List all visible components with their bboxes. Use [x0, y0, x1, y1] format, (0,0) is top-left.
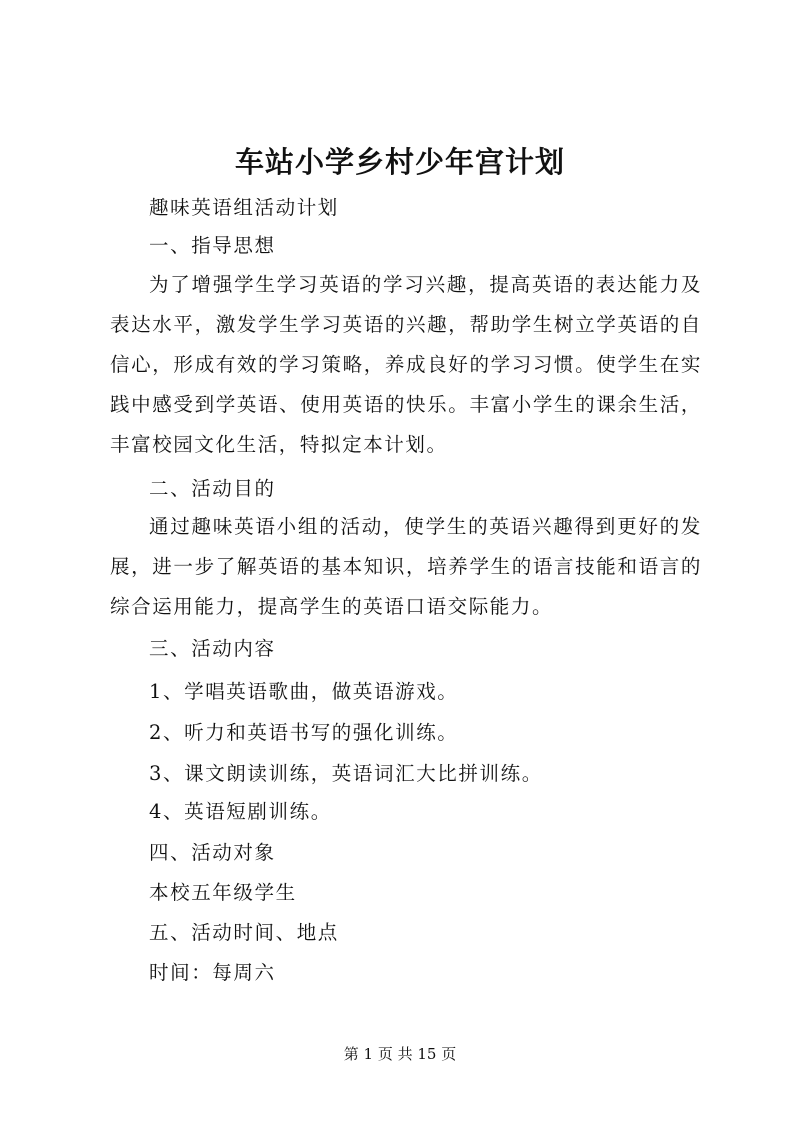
list-item: 4、英语短剧训练。	[149, 800, 332, 823]
paragraph-line: 综合运用能力，提高学生的英语口语交际能力。	[110, 595, 554, 618]
paragraph-line: 为了增强学生学习英语的学习兴趣，提高英语的表达能力及	[149, 273, 702, 296]
section-heading: 一、指导思想	[149, 234, 276, 257]
paragraph-line: 丰富校园文化生活，特拟定本计划。	[110, 433, 448, 456]
paragraph-line: 表达水平，激发学生学习英语的兴趣，帮助学生树立学英语的自	[110, 313, 702, 336]
list-item: 2、听力和英语书写的强化训练。	[149, 721, 459, 744]
section-heading: 五、活动时间、地点	[149, 921, 339, 944]
subtitle-line: 趣味英语组活动计划	[149, 196, 339, 219]
section-heading: 四、活动对象	[149, 841, 276, 864]
paragraph-line: 通过趣味英语小组的活动，使学生的英语兴趣得到更好的发	[149, 515, 702, 538]
section-heading: 三、活动内容	[149, 637, 276, 660]
paragraph-line: 践中感受到学英语、使用英语的快乐。丰富小学生的课余生活，	[110, 393, 702, 416]
section-heading: 二、活动目的	[149, 477, 276, 500]
list-item: 1、学唱英语歌曲，做英语游戏。	[149, 680, 459, 703]
body-line: 本校五年级学生	[149, 881, 297, 904]
page-footer: 第 1 页 共 15 页	[343, 1045, 457, 1063]
body-line: 时间：每周六	[149, 961, 276, 984]
paragraph-line: 信心，形成有效的学习策略，养成良好的学习习惯。使学生在实	[110, 353, 702, 376]
paragraph-line: 展，进一步了解英语的基本知识，培养学生的语言技能和语言的	[110, 555, 702, 578]
document-title: 车站小学乡村少年宫计划	[234, 145, 565, 179]
list-item: 3、课文朗读训练，英语词汇大比拼训练。	[149, 762, 543, 785]
